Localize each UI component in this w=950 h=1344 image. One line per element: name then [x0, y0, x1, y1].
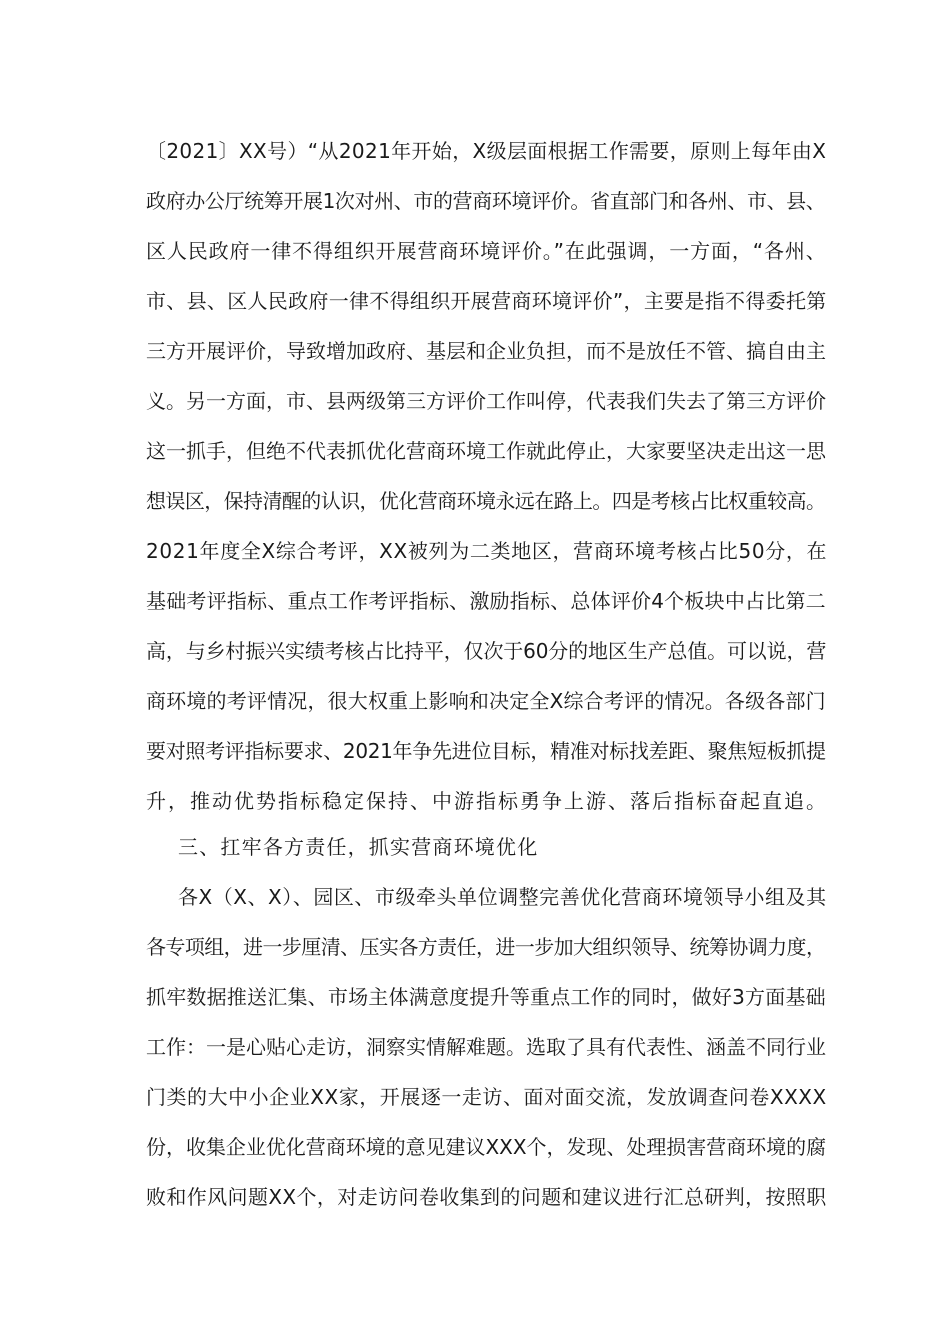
body-text-line: 商环境的考评情况，很大权重上影响和决定全X综合考评的情况。各级各部门 [146, 689, 826, 713]
body-text-line: 份，收集企业优化营商环境的意见建议XXX个，发现、处理损害营商环境的腐 [146, 1135, 827, 1159]
body-text-line: 工作：一是心贴心走访，洞察实情解难题。选取了具有代表性、涵盖不同行业 [146, 1035, 826, 1059]
body-text-line: 各X（X、X）、园区、市级牵头单位调整完善优化营商环境领导小组及其 [178, 885, 827, 909]
body-text-line: 三方开展评价，导致增加政府、基层和企业负担，而不是放任不管、搞自由主 [146, 339, 826, 363]
body-text-line: 败和作风问题XX个，对走访问卷收集到的问题和建议进行汇总研判，按照职 [146, 1185, 827, 1209]
body-text-line: 义。另一方面，市、县两级第三方评价工作叫停，代表我们失去了第三方评价 [146, 389, 826, 413]
body-text-line: 市、县、区人民政府一律不得组织开展营商环境评价”，主要是指不得委托第 [146, 289, 827, 313]
body-text-line: 〔2021〕XX号）“从2021年开始，X级层面根据工作需要，原则上每年由X [146, 139, 827, 163]
body-text-line: 要对照考评指标要求、2021年争先进位目标，精准对标找差距、聚焦短板抓提 [146, 739, 826, 763]
body-text-line: 区人民政府一律不得组织开展营商环境评价。”在此强调，一方面，“各州、 [146, 239, 827, 263]
section-heading: 三、扛牢各方责任，抓实营商环境优化 [178, 835, 539, 859]
body-text-line: 高，与乡村振兴实绩考核占比持平，仅次于60分的地区生产总值。可以说，营 [146, 639, 827, 663]
body-text-line: 政府办公厅统筹开展1次对州、市的营商环境评价。省直部门和各州、市、县、 [146, 189, 826, 213]
body-text-line: 想误区，保持清醒的认识，优化营商环境永远在路上。四是考核占比权重较高。 [146, 489, 826, 513]
body-text-line: 2021年度全X综合考评，XX被列为二类地区，营商环境考核占比50分，在 [146, 539, 828, 563]
body-text-line: 基础考评指标、重点工作考评指标、激励指标、总体评价4个板块中占比第二 [146, 589, 826, 613]
body-text-line: 升，推动优势指标稳定保持、中游指标勇争上游、落后指标奋起直追。 [146, 789, 828, 813]
body-text-line: 门类的大中小企业XX家，开展逐一走访、面对面交流，发放调查问卷XXXX [146, 1085, 827, 1109]
body-text-line: 各专项组，进一步厘清、压实各方责任，进一步加大组织领导、统筹协调力度， [146, 935, 826, 959]
body-text-line: 抓牢数据推送汇集、市场主体满意度提升等重点工作的同时，做好3方面基础 [146, 985, 826, 1009]
body-text-line: 这一抓手，但绝不代表抓优化营商环境工作就此停止，大家要坚决走出这一思 [146, 439, 826, 463]
